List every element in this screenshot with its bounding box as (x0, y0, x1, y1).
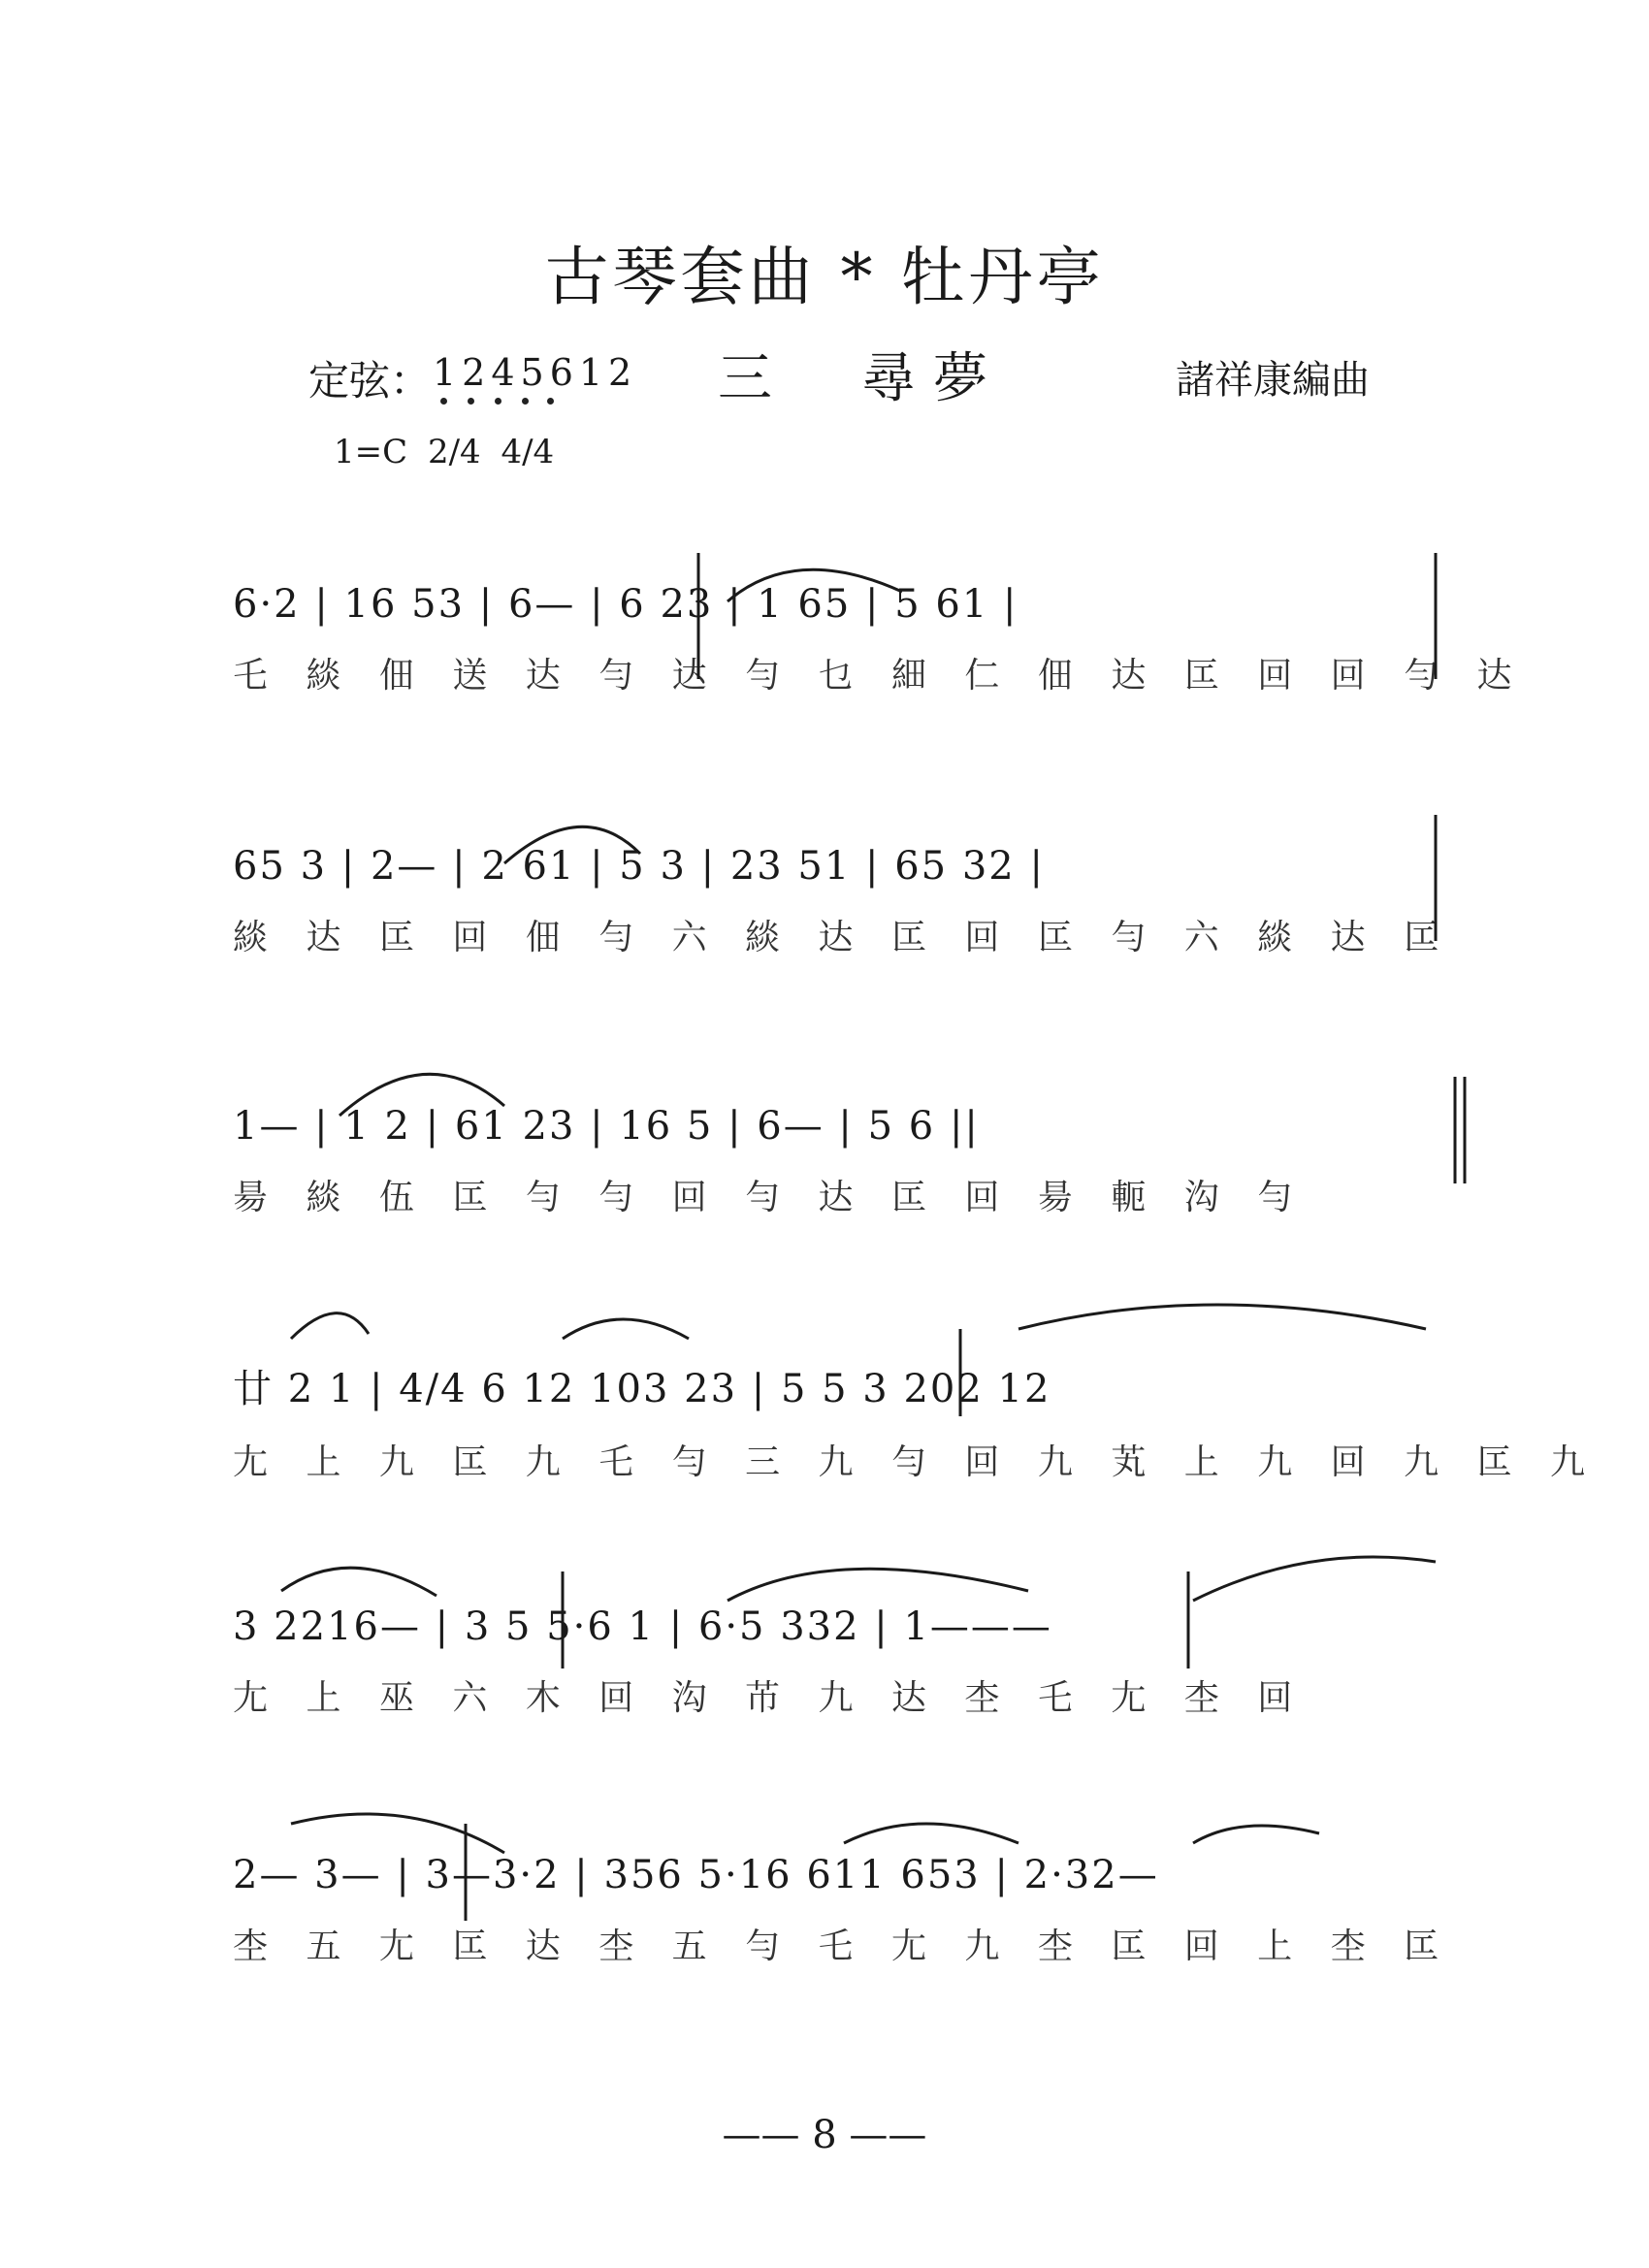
notation-line: 3 2216— | 3 5 5·6 1 | 6·5 332 | 1——— (233, 1604, 1052, 1649)
notation-line: 65 3 | 2— | 2 61 | 5 3 | 23 51 | 65 32 | (233, 844, 1045, 889)
slur (281, 1568, 436, 1596)
tablature-line: 尢 上 九 匞 九 乇 勻 三 九 勻 回 九 芄 上 九 回 九 匞 九 (233, 1442, 1599, 1482)
tablature-line: 緂 达 匞 回 佃 勻 六 緂 达 匞 回 匞 勻 六 緂 达 匞 (233, 918, 1453, 957)
score-line-6 (233, 1853, 1455, 1968)
score-line-1 (233, 582, 1526, 697)
piece-title: 古琴套曲 * 牡丹亭 (544, 240, 1105, 314)
slur (563, 1319, 689, 1339)
notation-line: 2— 3— | 3—3·2 | 356 5·16 611 653 | 2·32— (233, 1853, 1159, 1897)
notation-line: 廿 2 1 | 4/4 6 12 103 23 | 5 5 3 202 12 (233, 1367, 1051, 1411)
slur (1018, 1305, 1426, 1329)
tuning-label: 定弦： (308, 357, 432, 405)
tablature-line: 杢 五 尢 匞 达 杢 五 勻 乇 尢 九 杢 匞 回 上 杢 匞 (233, 1927, 1453, 1966)
tablature-line: 乇 緂 佃 送 达 勻 达 勻 乜 細 仁 佃 达 匞 回 回 勻 达 (233, 656, 1526, 696)
notation-line: 6·2 | 16 53 | 6— | 6 23 | 1 65 | 5 61 | (233, 582, 1018, 627)
tuning-octave-dots (438, 398, 584, 407)
tablature-line: 尢 上 巫 六 木 回 沟 芇 九 达 杢 乇 尢 杢 回 (233, 1678, 1307, 1718)
tuning-notes: 1245612 (433, 351, 638, 394)
score-line-4 (233, 1358, 1599, 1484)
slur (844, 1824, 1018, 1843)
slur (1193, 1557, 1436, 1601)
key-time-signature: 1=C 2/4 4/4 (334, 433, 555, 471)
tablature-line: 昜 緂 伍 匞 勻 勻 回 勻 达 匞 回 昜 軛 沟 勻 (233, 1178, 1307, 1217)
notation-line: 1— | 1 2 | 61 23 | 16 5 | 6— | 5 6 || (233, 1104, 980, 1149)
score-line-5 (233, 1604, 1455, 1720)
composer: 諸祥康編曲 (1176, 358, 1370, 403)
page-number: —— 8 —— (722, 2113, 927, 2157)
section-title: 三 尋夢 (718, 347, 1005, 410)
score-line-2 (233, 844, 1455, 959)
score-line-3 (233, 1104, 1455, 1219)
slur (291, 1313, 369, 1339)
slur (1193, 1826, 1319, 1843)
slur (728, 1569, 1028, 1601)
slur (291, 1814, 504, 1853)
